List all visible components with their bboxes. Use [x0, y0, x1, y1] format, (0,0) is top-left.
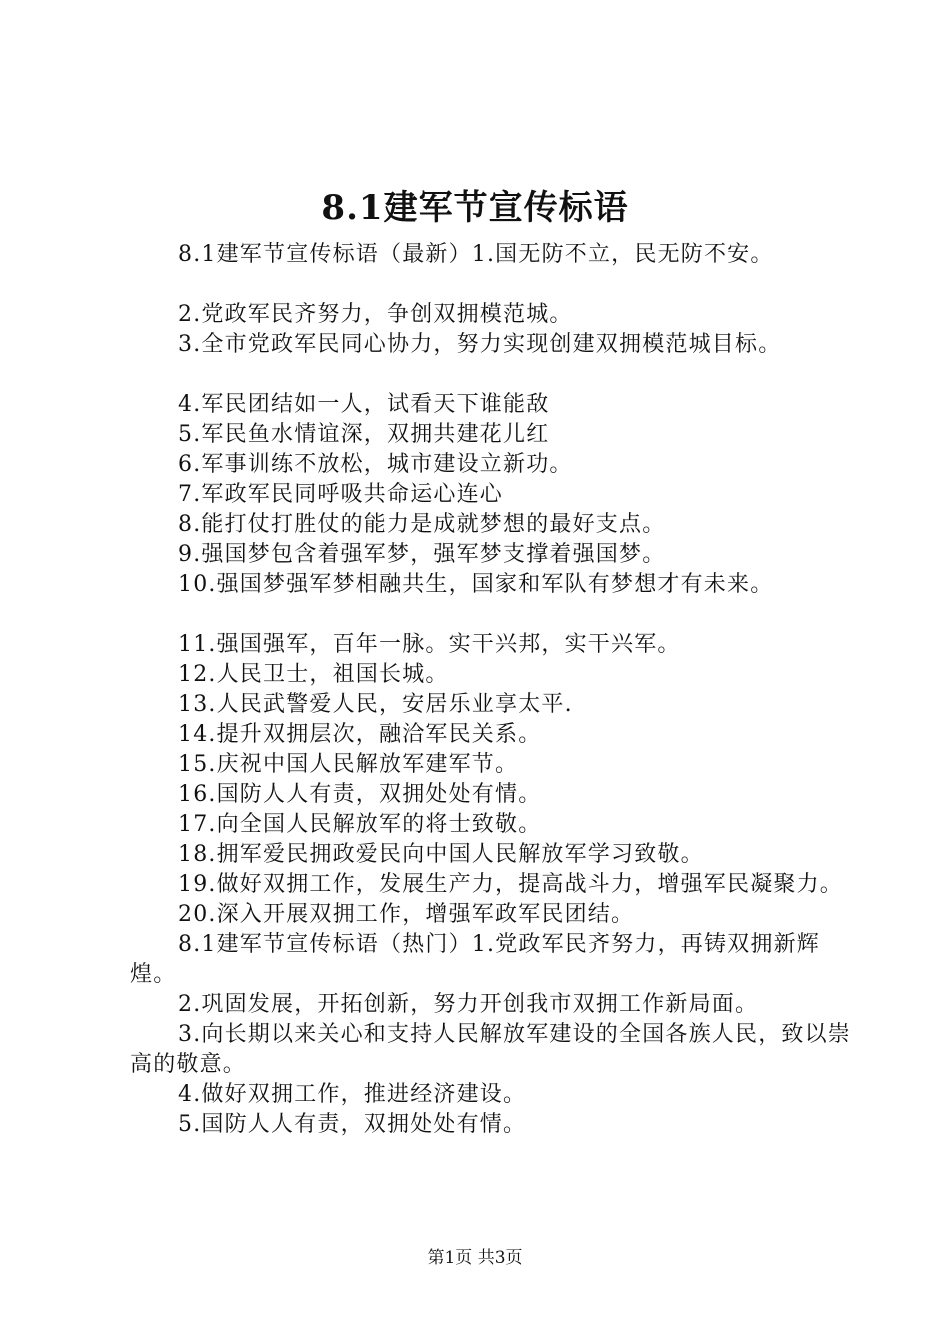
paragraph-blank: [130, 270, 860, 300]
paragraph: 10.强国梦强军梦相融共生，国家和军队有梦想才有未来。: [178, 572, 774, 597]
paragraph: 6.军事训练不放松，城市建设立新功。: [178, 452, 573, 477]
paragraph: 3.向长期以来关心和支持人民解放军建设的全国各族人民，致以崇高的敬意。: [130, 1022, 851, 1077]
paragraph: 9.强国梦包含着强军梦，强军梦支撑着强国梦。: [178, 542, 666, 567]
paragraph: 2.党政军民齐努力，争创双拥模范城。: [178, 302, 573, 327]
paragraph: 5.军民鱼水情谊深，双拥共建花儿红: [178, 422, 550, 447]
paragraph: 4.做好双拥工作，推进经济建设。: [178, 1082, 527, 1107]
paragraph: 13.人民武警爱人民，安居乐业享太平.: [178, 692, 573, 717]
paragraph-blank: [130, 360, 860, 390]
paragraph: 8.能打仗打胜仗的能力是成就梦想的最好支点。: [178, 512, 666, 537]
paragraph-blank: [130, 600, 860, 630]
paragraph: 19.做好双拥工作，发展生产力，提高战斗力，增强军民凝聚力。: [178, 872, 843, 897]
page-footer: 第1页 共3页: [427, 1248, 523, 1268]
paragraph: 20.深入开展双拥工作，增强军政军民团结。: [178, 902, 635, 927]
paragraph: 2.巩固发展，开拓创新，努力开创我市双拥工作新局面。: [178, 992, 759, 1017]
paragraph: 17.向全国人民解放军的将士致敬。: [178, 812, 542, 837]
paragraph: 18.拥军爱民拥政爱民向中国人民解放军学习致敬。: [178, 842, 704, 867]
paragraph: 15.庆祝中国人民解放军建军节。: [178, 752, 519, 777]
paragraph: 16.国防人人有责，双拥处处有情。: [178, 782, 542, 807]
paragraph: 3.全市党政军民同心协力，努力实现创建双拥模范城目标。: [178, 332, 782, 357]
paragraph: 8.1建军节宣传标语（最新）1.国无防不立，民无防不安。: [178, 242, 774, 267]
paragraph: 7.军政军民同呼吸共命运心连心: [178, 482, 503, 507]
document-title: 8.1建军节宣传标语: [321, 188, 629, 228]
paragraph: 4.军民团结如一人，试看天下谁能敌: [178, 392, 550, 417]
paragraph: 14.提升双拥层次，融洽军民关系。: [178, 722, 542, 747]
paragraph: 5.国防人人有责，双拥处处有情。: [178, 1112, 527, 1137]
paragraph: 11.强国强军，百年一脉。实干兴邦，实干兴军。: [178, 632, 681, 657]
paragraph: 8.1建军节宣传标语（热门）1.党政军民齐努力，再铸双拥新辉煌。: [130, 932, 820, 987]
document-body: [130, 240, 860, 1140]
paragraph: 12.人民卫士，祖国长城。: [178, 662, 449, 687]
